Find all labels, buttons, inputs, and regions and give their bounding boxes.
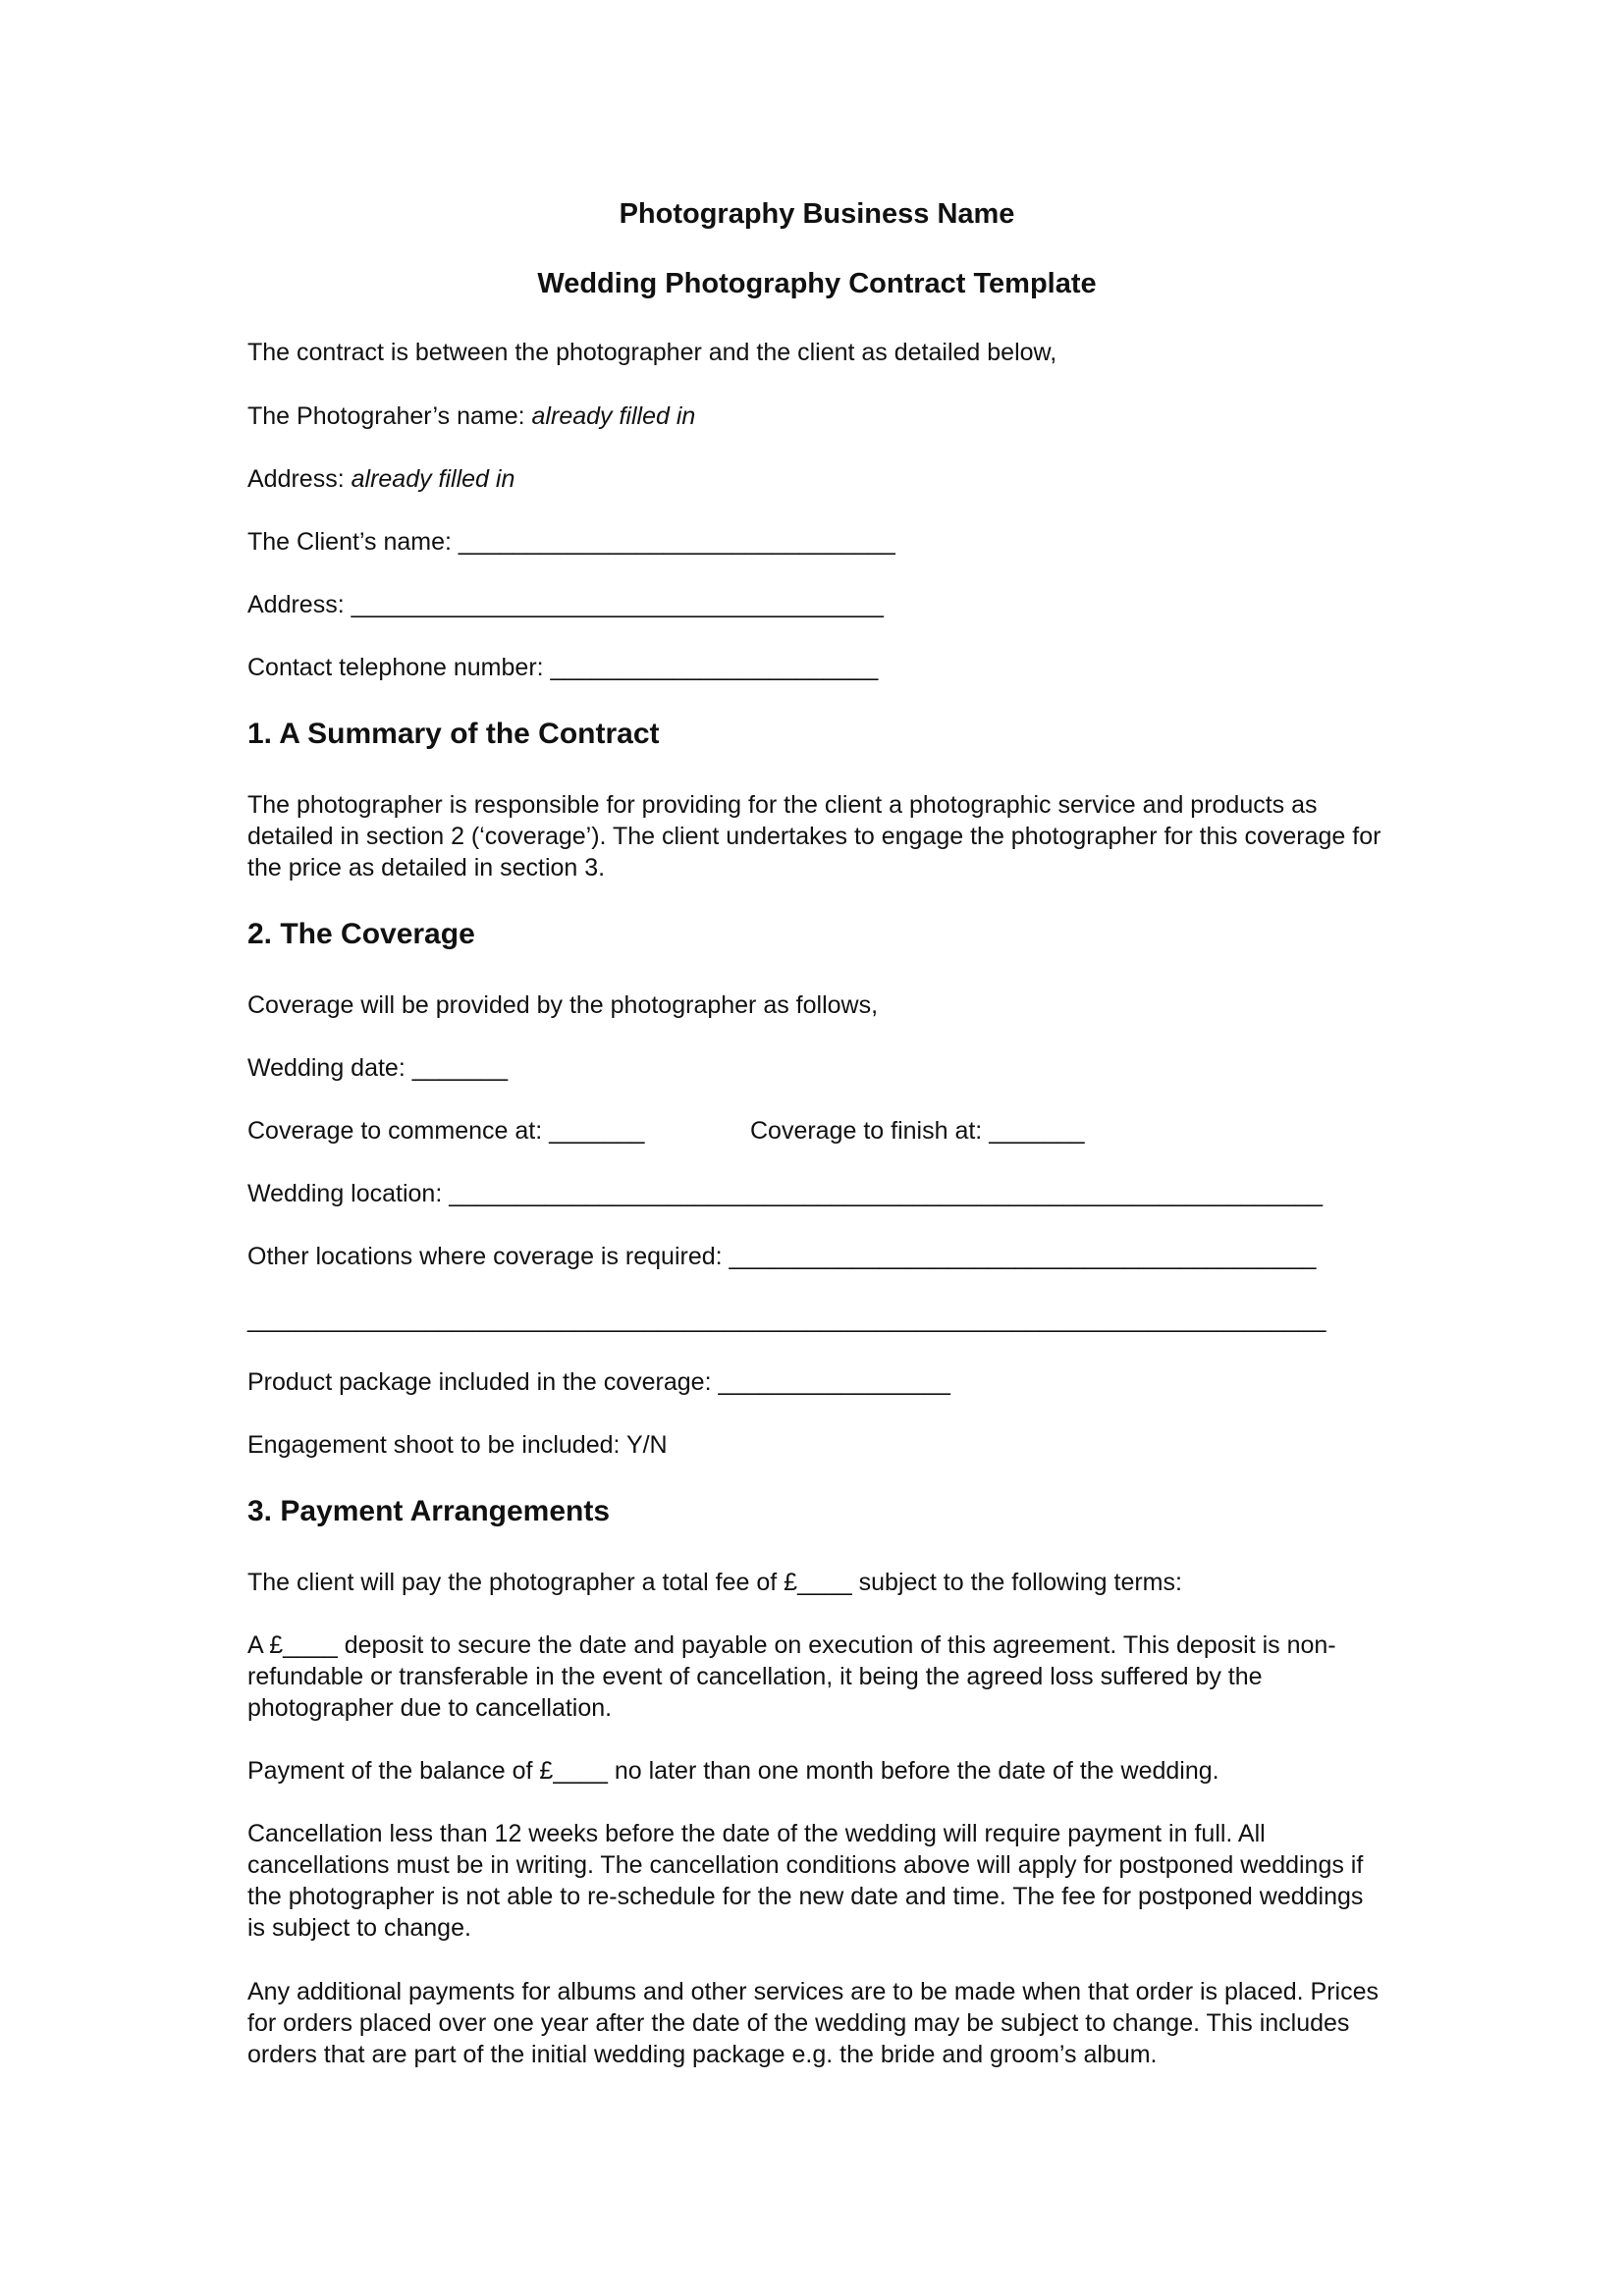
other-locations-field: Other locations where coverage is required: ___________________________________________ — [247, 1243, 1317, 1270]
photographer-name-label: The Photograher’s name: — [247, 402, 532, 430]
photographer-name-value: already filled in — [531, 402, 696, 430]
engagement-shoot-field: Engagement shoot to be included: Y/N — [247, 1431, 668, 1459]
photographer-address-label: Address: — [247, 465, 352, 493]
photographer-address-value: already filled in — [351, 465, 515, 493]
client-address-field: Address: _______________________________________ — [247, 591, 884, 618]
other-locations-extra-line: _______________________________________________________________________________ — [247, 1306, 1326, 1333]
photographer-name-field — [247, 400, 695, 432]
deposit-text: A £____ deposit to secure the date and payable on execution of this agreement. This deposit is non-refundable or transferable in the event of cancellation, it being the agreed loss suffered by the photographer due to cancellation. — [247, 1631, 1336, 1722]
coverage-finish-field: Coverage to finish at: _______ — [750, 1117, 1085, 1145]
business-name: Photography Business Name — [619, 198, 1015, 230]
product-package-field: Product package included in the coverage: _________________ — [247, 1368, 950, 1396]
photographer-address-field — [247, 463, 514, 495]
intro-text: The contract is between the photographer and the client as detailed below, — [247, 339, 1057, 366]
cancellation-text: Cancellation less than 12 weeks before the date of the wedding will require payment in full. All cancellations must be in writing. The cancellation conditions above will apply for postponed weddings if the photographer is not able to re-schedule for the new date and time. The fee for postponed weddings is subject to change. — [247, 1820, 1364, 1942]
wedding-date-field: Wedding date: _______ — [247, 1054, 509, 1082]
additional-payments-text: Any additional payments for albums and other services are to be made when that order is placed. Prices for orders placed over one year after the date of the wedding may be subject to change. This includes orders that are part of the initial wedding package e.g. the bride and groom’s album. — [247, 1978, 1380, 2068]
section-1-heading: 1. A Summary of the Contract — [247, 718, 660, 750]
client-phone-field: Contact telephone number: ________________________ — [247, 654, 879, 681]
section-2-heading: 2. The Coverage — [247, 918, 475, 950]
client-name-field: The Client’s name: ________________________________ — [247, 528, 895, 556]
document-title: Wedding Photography Contract Template — [537, 268, 1097, 299]
section-3-heading: 3. Payment Arrangements — [247, 1495, 611, 1527]
section-1-body: The photographer is responsible for providing for the client a photographic service and products as detailed in section 2 (‘coverage’). The client undertakes to engage the photographer for this coverage for the price as detailed in section 3. — [247, 791, 1381, 881]
balance-text: Payment of the balance of £____ no later than one month before the date of the wedding. — [247, 1757, 1219, 1785]
total-fee-text: The client will pay the photographer a total fee of £____ subject to the following terms: — [247, 1569, 1182, 1596]
coverage-intro: Coverage will be provided by the photographer as follows, — [247, 991, 879, 1019]
coverage-commence-field: Coverage to commence at: _______ — [247, 1117, 645, 1145]
wedding-location-field: Wedding location: ________________________________________________________________ — [247, 1180, 1324, 1207]
